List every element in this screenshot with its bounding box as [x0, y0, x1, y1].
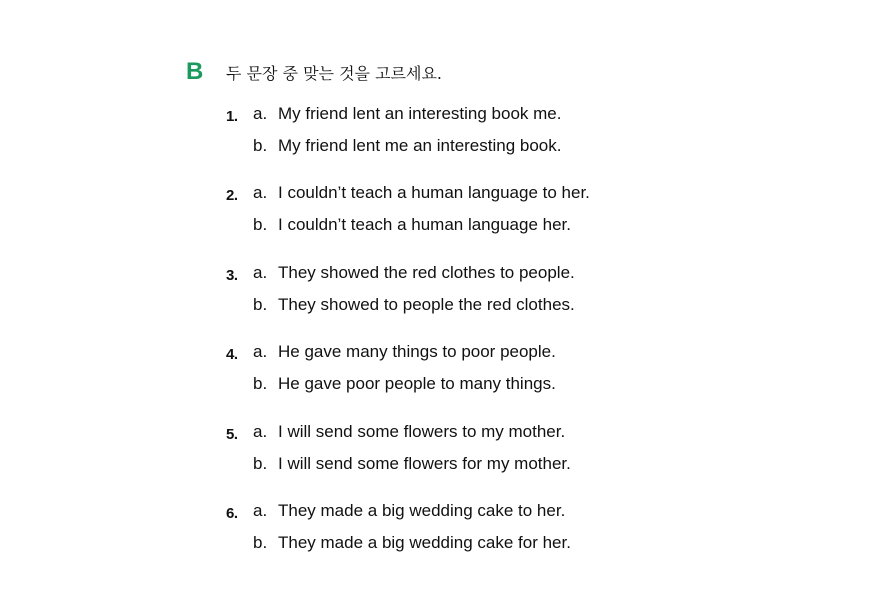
option-letter: b. [253, 374, 268, 394]
exercise-item-3 [226, 263, 846, 342]
item-number: 1. [226, 108, 238, 125]
option-a[interactable] [253, 342, 556, 362]
option-letter: b. [253, 136, 268, 155]
item-number: 2. [226, 187, 238, 205]
option-letter: a. [253, 342, 268, 362]
option-letter: b. [253, 215, 268, 235]
exercise-item-2 [226, 183, 846, 262]
section-letter: B [186, 58, 204, 85]
option-text: They showed to people the red clothes. [278, 294, 575, 314]
option-b[interactable] [253, 454, 571, 474]
option-text: I will send some flowers to my mother. [278, 421, 566, 441]
option-text: They made a big wedding cake to her. [278, 500, 566, 520]
item-number: 5. [226, 425, 238, 443]
option-letter: b. [253, 294, 268, 314]
option-letter: a. [253, 421, 268, 441]
option-text: He gave poor people to many things. [278, 374, 556, 394]
option-text: My friend lent an interesting book me. [278, 104, 562, 123]
option-letter: a. [253, 500, 268, 520]
option-text: I couldn’t teach a human language to her. [278, 183, 590, 203]
option-a[interactable] [253, 183, 590, 203]
option-text: My friend lent me an interesting book. [278, 136, 562, 155]
item-number: 3. [226, 266, 238, 284]
option-b[interactable] [253, 374, 556, 394]
option-letter: a. [253, 262, 268, 282]
item-number: 6. [226, 504, 238, 522]
section-header [186, 58, 442, 86]
exercise-item-4 [226, 342, 846, 421]
option-a[interactable] [253, 501, 565, 521]
option-a[interactable] [253, 422, 565, 442]
option-b[interactable] [253, 533, 571, 553]
option-b[interactable] [253, 215, 571, 235]
option-text: I couldn’t teach a human language her. [278, 215, 571, 235]
option-text: They made a big wedding cake for her. [278, 532, 571, 552]
option-b[interactable] [253, 295, 575, 315]
option-b[interactable] [253, 136, 561, 156]
option-letter: a. [253, 183, 268, 203]
option-text: They showed the red clothes to people. [278, 262, 575, 282]
exercise-item-6 [226, 501, 846, 580]
option-a[interactable] [253, 104, 561, 124]
exercise-list [226, 104, 846, 580]
option-text: I will send some flowers for my mother. [278, 453, 571, 473]
option-a[interactable] [253, 263, 575, 283]
exercise-item-5 [226, 422, 846, 501]
option-letter: b. [253, 532, 268, 552]
option-text: He gave many things to poor people. [278, 342, 556, 362]
item-number: 4. [226, 346, 238, 364]
option-letter: b. [253, 453, 268, 473]
exercise-item-1 [226, 104, 846, 183]
section-instruction: 두 문장 중 맞는 것을 고르세요. [226, 64, 442, 83]
option-letter: a. [253, 104, 268, 123]
